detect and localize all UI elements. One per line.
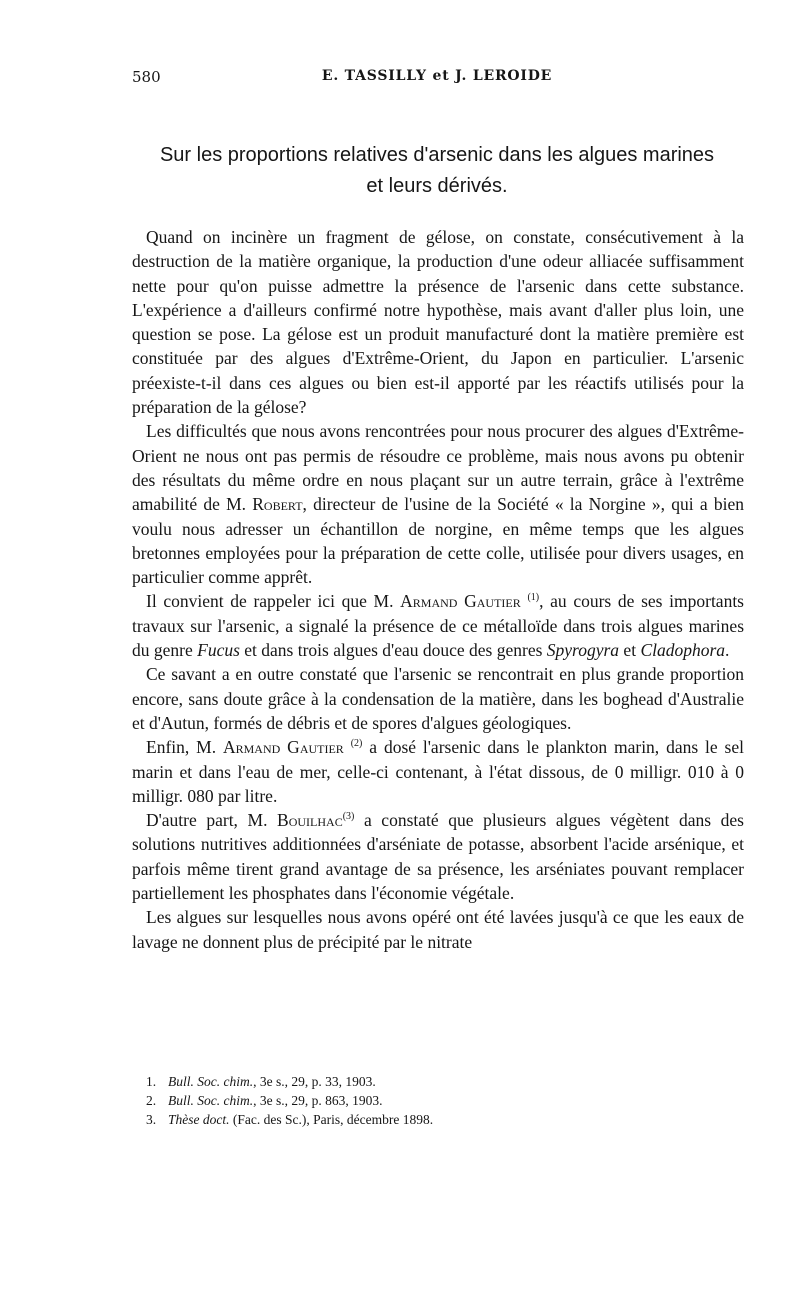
paragraph-6 xyxy=(132,808,744,905)
paragraph-2-text-a: Les difficultés que nous avons rencontrées pour nous procurer des algues d'Extrême-Orient ne nous ont pas permis de résoudre ce problème, mais nous avons pu obtenir des résultats du même ordre en nous plaçant sur un autre terrain, grâce à l'extrême amabilité de M. xyxy=(132,421,744,515)
paragraph-5-text-a: Enfin, M. xyxy=(146,737,223,758)
paragraph-3 xyxy=(132,589,744,662)
footnote-number: 3. xyxy=(146,1112,157,1127)
footnote-source: Bull. Soc. chim. xyxy=(168,1093,254,1108)
footnote xyxy=(146,1110,746,1129)
page-number: 580 xyxy=(132,68,161,86)
paragraph-2 xyxy=(132,419,744,589)
footnote-ref-3: (3) xyxy=(342,811,355,823)
footnote-ref-1: (1) xyxy=(527,592,540,604)
paragraph-7: Les algues sur lesquelles nous avons opéré ont été lavées jusqu'à ce que les eaux de lavage ne donnent plus de précipité par le nitrate xyxy=(132,907,744,952)
paragraph-3-text-e: . xyxy=(725,640,730,661)
paragraph-6-text-a: D'autre part, M. xyxy=(146,810,278,831)
footnote-reference: (Fac. des Sc.), Paris, décembre 1898. xyxy=(229,1112,434,1127)
paragraph-1: Quand on incinère un fragment de gélose, on constate, consécutivement à la destruction de la matière organique, la production d'une odeur alliacée suffisamment nette pour qu'on puisse admettre la présence de l'arsenic dans cette substance. L'expérience a d'ailleurs confirmé notre hypothèse, mais avant d'aller plus loin, une question se pose. La gélose est un produit manufacturé dont la matière première est constituée par des algues d'Extrême-Orient, du Japon en particulier. L'arsenic préexiste-t-il dans ces algues ou bien est-il apporté par les réactifs utilisés pour la préparation de la gélose? xyxy=(132,227,744,418)
paragraph-3-text-d: et xyxy=(619,640,641,661)
author-line: E. TASSILLY et J. LEROIDE xyxy=(321,68,553,84)
footnote xyxy=(146,1091,746,1110)
paragraph-6-text-b: a constaté que plusieurs algues végètent dans des solutions nutritives additionnées d'arséniate de potasse, absorbent l'acide arsénique, et parfois même tirent grand avantage de sa présence, les arséniates pouvant remplacer partiellement les phosphates dans l'économie végétale. xyxy=(132,810,744,904)
paragraph-3-text-b: , au cours de ses importants travaux sur l'arsenic, a signalé la présence de ce métalloïde dans trois algues marines du genre xyxy=(132,591,744,661)
footnote-ref-2: (2) xyxy=(350,738,363,750)
person-name-gautier: Armand Gautier xyxy=(400,591,521,612)
person-name-robert: Robert xyxy=(252,494,303,515)
paragraph-2-text-b: , directeur de l'usine de la Société « la Norgine », qui a bien voulu nous adresser un échantillon de norgine, en même temps que les algues bretonnes employées pour la préparation de cette colle, utilisée pour divers usages, en particulier comme apprêt. xyxy=(132,494,744,588)
paragraph-4: Ce savant a en outre constaté que l'arsenic se rencontrait en plus grande proportion encore, sans doute grâce à la condensation de la matière, dans les boghead d'Australie et d'Autun, formés de débris et de spores d'algues géologiques. xyxy=(132,664,744,733)
article-body xyxy=(132,225,744,954)
footnote-source: Bull. Soc. chim. xyxy=(168,1074,254,1089)
footnote-number: 1. xyxy=(146,1074,157,1089)
genus-cladophora: Cladophora xyxy=(640,640,726,661)
person-name-bouilhac: Bouilhac xyxy=(277,810,343,831)
footnote-reference: , 3e s., 29, p. 33, 1903. xyxy=(253,1074,376,1089)
title-line-1: Sur les proportions relatives d'arsenic dans les algues marines xyxy=(159,144,715,166)
paragraph-3-text-c: et dans trois algues d'eau douce des genres xyxy=(239,640,547,661)
paragraph-5-text-b: a dosé l'arsenic dans le plankton marin, dans le sel marin et dans l'eau de mer, celle-ci contenant, à l'état dissous, de 0 milligr. 010 à 0 milligr. 080 par litre. xyxy=(132,737,744,806)
article-title xyxy=(132,140,742,202)
genus-spyrogyra: Spyrogyra xyxy=(546,640,620,661)
person-name-gautier-2: Armand Gautier xyxy=(222,737,344,758)
footnote xyxy=(146,1072,746,1091)
genus-fucus: Fucus xyxy=(197,640,240,661)
running-head xyxy=(132,68,742,92)
footnote-source: Thèse doct. xyxy=(168,1112,230,1127)
paragraph-5 xyxy=(132,735,744,808)
title-line-2: et leurs dérivés. xyxy=(366,175,508,197)
footnote-reference: , 3e s., 29, p. 863, 1903. xyxy=(253,1093,383,1108)
footnote-number: 2. xyxy=(146,1093,157,1108)
paragraph-3-text-a: Il convient de rappeler ici que M. xyxy=(146,591,401,612)
footnotes xyxy=(146,1072,746,1129)
